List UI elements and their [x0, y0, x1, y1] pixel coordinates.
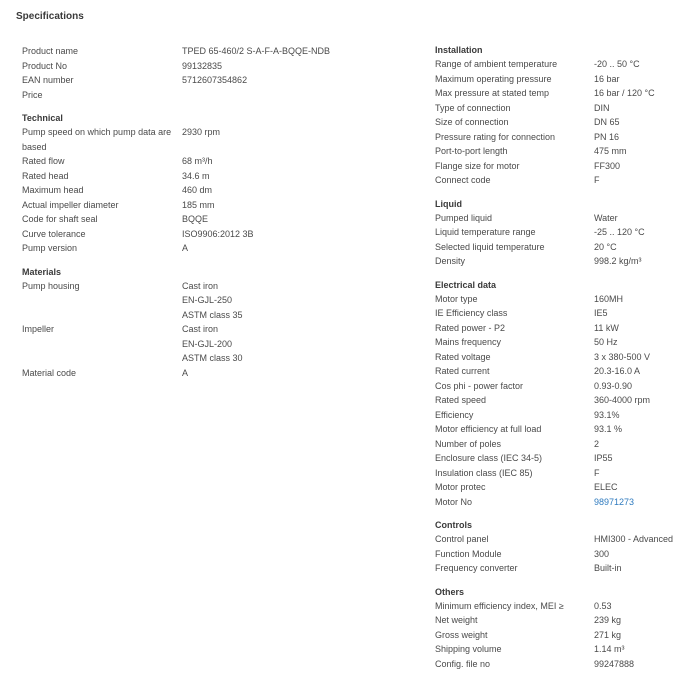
- spec-value: 5712607354862: [182, 75, 248, 85]
- spec-value-group: [182, 183, 412, 198]
- spec-row: [435, 437, 695, 452]
- spec-row: [22, 227, 412, 242]
- spec-label: Rated current: [435, 366, 490, 376]
- spec-value-group: [594, 350, 695, 365]
- spec-value-group: [594, 466, 695, 481]
- spec-value-group: [182, 322, 412, 366]
- spec-value: 160MH: [594, 293, 624, 304]
- spec-label: Motor type: [435, 293, 478, 304]
- spec-value-group: [594, 495, 695, 510]
- spec-value: 239 kg: [594, 615, 622, 625]
- spec-row: [435, 254, 695, 269]
- spec-value-group: [594, 159, 695, 174]
- spec-row: [22, 169, 412, 184]
- spec-label: Selected liquid temperature: [435, 241, 545, 252]
- spec-row: [22, 212, 412, 227]
- spec-row: [435, 547, 695, 562]
- spec-value: 271 kg: [594, 629, 622, 640]
- spec-label: Range of ambient temperature: [435, 59, 558, 69]
- spec-value: F: [594, 175, 600, 185]
- spec-value-group: [182, 366, 412, 381]
- spec-value: 185 mm: [182, 199, 215, 210]
- spec-value-group: [594, 379, 695, 394]
- spec-value-group: [594, 437, 695, 452]
- spec-value-group: [594, 393, 695, 408]
- spec-row: [435, 292, 695, 307]
- section-general: [22, 44, 412, 102]
- spec-value-group: [594, 532, 695, 547]
- spec-row: [435, 101, 695, 116]
- spec-row: [435, 532, 695, 547]
- spec-row: [435, 225, 695, 240]
- spec-value: 16 bar / 120 °C: [594, 88, 655, 98]
- spec-value: 11 kW: [594, 322, 619, 333]
- spec-value-group: [182, 212, 412, 227]
- spec-label: Pressure rating for connection: [435, 131, 556, 142]
- spec-row: [435, 480, 695, 495]
- spec-value-group: [594, 101, 695, 116]
- spec-label: Frequency converter: [435, 563, 518, 573]
- spec-label: Density: [435, 256, 466, 266]
- spec-row: [435, 561, 695, 576]
- spec-value: 300: [594, 548, 610, 559]
- spec-label: Insulation class (IEC 85): [435, 467, 533, 478]
- spec-label: Curve tolerance: [22, 228, 86, 239]
- spec-value-group: [594, 173, 695, 188]
- spec-label: Control panel: [435, 534, 489, 544]
- spec-label: Pump speed on which pump data are based: [22, 127, 172, 152]
- section-installation: [435, 43, 695, 188]
- spec-value: EN-GJL-250: [182, 295, 233, 305]
- spec-row: [435, 451, 695, 466]
- section-others: [435, 585, 695, 672]
- section-title: Liquid: [435, 198, 462, 209]
- section-materials: [22, 265, 412, 381]
- spec-label: Net weight: [435, 615, 478, 625]
- spec-label: Product No: [22, 60, 68, 71]
- section-title: Technical: [22, 113, 63, 123]
- spec-label: EAN number: [22, 75, 74, 85]
- spec-value-group: [182, 241, 412, 256]
- spec-value-group: [182, 125, 412, 154]
- spec-value: ASTM class 35: [182, 309, 243, 320]
- spec-value: HMI300 - Advanced: [594, 534, 674, 544]
- spec-label: Connect code: [435, 175, 491, 185]
- spec-row: [22, 198, 412, 213]
- section-title: Electrical data: [435, 279, 497, 290]
- spec-value: 20.3-16.0 A: [594, 366, 641, 376]
- spec-value-group: [594, 306, 695, 321]
- spec-value: IP55: [594, 453, 613, 463]
- spec-label: Maximum head: [22, 185, 84, 195]
- spec-value-group: [182, 59, 412, 74]
- spec-row: [435, 240, 695, 255]
- spec-label: IE Efficiency class: [435, 308, 508, 318]
- spec-label: Motor No: [435, 496, 473, 507]
- spec-value-group: [594, 86, 695, 101]
- spec-label: Config. file no: [435, 658, 491, 669]
- spec-label: Minimum efficiency index, MEI ≥: [435, 600, 564, 611]
- spec-value: 2: [594, 438, 600, 449]
- spec-value-group: [594, 599, 695, 614]
- spec-value: -20 .. 50 °C: [594, 59, 640, 69]
- spec-label: Cos phi - power factor: [435, 380, 524, 391]
- spec-value: 0.53: [594, 600, 612, 611]
- spec-row: [435, 144, 695, 159]
- spec-value-group: [594, 254, 695, 269]
- spec-label: Gross weight: [435, 629, 488, 640]
- spec-value-group: [182, 73, 412, 88]
- spec-value-group: [182, 44, 412, 59]
- spec-value: A: [182, 243, 189, 253]
- spec-label: Maximum operating pressure: [435, 73, 552, 84]
- spec-label: Price: [22, 89, 43, 100]
- spec-row: [435, 115, 695, 130]
- spec-label: Number of poles: [435, 438, 502, 449]
- spec-label: Rated power - P2: [435, 322, 506, 333]
- spec-value-group: [594, 364, 695, 379]
- spec-value-group: [594, 561, 695, 576]
- spec-row: [22, 73, 412, 88]
- spec-value-group: [182, 154, 412, 169]
- spec-value-group: [594, 613, 695, 628]
- spec-label: Port-to-port length: [435, 146, 508, 156]
- spec-value-group: [182, 198, 412, 213]
- section-controls: [435, 518, 695, 576]
- spec-value-group: [594, 57, 695, 72]
- spec-value-group: [594, 144, 695, 159]
- spec-label: Pumped liquid: [435, 212, 493, 223]
- spec-value: DIN: [594, 102, 610, 113]
- spec-value: 93.1 %: [594, 424, 623, 434]
- spec-label: Actual impeller diameter: [22, 199, 119, 210]
- spec-row: [435, 159, 695, 174]
- spec-row: [435, 86, 695, 101]
- spec-value-group: [594, 211, 695, 226]
- spec-value: TPED 65-460/2 S-A-F-A-BQQE-NDB: [182, 46, 331, 56]
- spec-row: [22, 59, 412, 74]
- spec-row: [22, 44, 412, 59]
- spec-row: [435, 466, 695, 481]
- page-title: Specifications: [16, 11, 84, 22]
- spec-row: [435, 422, 695, 437]
- spec-value: Cast iron: [182, 324, 219, 334]
- spec-row: [435, 57, 695, 72]
- spec-label: Pump version: [22, 243, 78, 253]
- spec-value-group: [594, 72, 695, 87]
- spec-value-group: [594, 480, 695, 495]
- spec-value: IE5: [594, 308, 608, 318]
- spec-value-group: [594, 335, 695, 350]
- spec-value-group: [594, 321, 695, 336]
- spec-row: [22, 366, 412, 381]
- spec-value: 360-4000 rpm: [594, 395, 651, 405]
- spec-value: 0.93-0.90: [594, 380, 633, 391]
- spec-value-group: [594, 547, 695, 562]
- spec-label: Max pressure at stated temp: [435, 88, 550, 98]
- spec-value: DN 65: [594, 117, 620, 127]
- spec-value-group: [594, 225, 695, 240]
- spec-value: ASTM class 30: [182, 353, 243, 363]
- spec-value-group: [594, 422, 695, 437]
- spec-row: [22, 279, 412, 323]
- spec-row: [435, 72, 695, 87]
- spec-row: [435, 379, 695, 394]
- spec-row: [22, 88, 412, 103]
- section-liquid: [435, 197, 695, 269]
- spec-label: Product name: [22, 46, 79, 56]
- section-electrical-data: [435, 278, 695, 510]
- spec-value: 34.6 m: [182, 170, 210, 181]
- spec-row: [435, 393, 695, 408]
- spec-value: ELEC: [594, 482, 618, 492]
- spec-label: Enclosure class (IEC 34-5): [435, 453, 543, 463]
- spec-row: [22, 322, 412, 366]
- section-title: Others: [435, 586, 465, 597]
- spec-value: ISO9906:2012 3B: [182, 228, 254, 239]
- spec-value-group: [182, 279, 412, 323]
- spec-value-group: [594, 240, 695, 255]
- spec-row: [435, 628, 695, 643]
- spec-value: 68 m³/h: [182, 156, 213, 166]
- spec-value: 460 dm: [182, 185, 213, 195]
- spec-value: Cast iron: [182, 280, 219, 291]
- spec-label: Efficiency: [435, 409, 474, 420]
- spec-value: F: [594, 467, 600, 478]
- spec-value: 1.14 m³: [594, 644, 625, 654]
- spec-row: [435, 599, 695, 614]
- spec-value: 2930 rpm: [182, 127, 221, 137]
- spec-label: Motor efficiency at full load: [435, 424, 542, 434]
- spec-label: Size of connection: [435, 117, 509, 127]
- spec-value: Built-in: [594, 563, 622, 573]
- spec-label: Rated speed: [435, 395, 487, 405]
- spec-value: A: [182, 367, 189, 378]
- spec-value: 16 bar: [594, 73, 620, 84]
- section-title: Materials: [22, 266, 62, 277]
- spec-value-group: [594, 657, 695, 672]
- spec-value-group: [594, 408, 695, 423]
- spec-label: Pump housing: [22, 280, 80, 291]
- spec-row: [435, 657, 695, 672]
- spec-value: 475 mm: [594, 146, 627, 156]
- spec-row: [435, 173, 695, 188]
- spec-value: [182, 88, 412, 103]
- spec-value-group: [182, 88, 412, 103]
- spec-value: BQQE: [182, 214, 209, 224]
- spec-row: [435, 613, 695, 628]
- spec-value: 998.2 kg/m³: [594, 256, 642, 266]
- spec-row: [435, 211, 695, 226]
- spec-label: Code for shaft seal: [22, 214, 98, 224]
- spec-value-group: [594, 115, 695, 130]
- spec-value-group: [594, 451, 695, 466]
- left-column: [22, 44, 412, 389]
- spec-value: 99247888: [594, 658, 635, 669]
- spec-value-link[interactable]: 98971273: [594, 496, 635, 507]
- spec-label: Rated voltage: [435, 351, 491, 362]
- spec-label: Type of connection: [435, 102, 511, 113]
- spec-value: 99132835: [182, 60, 223, 71]
- spec-value-group: [594, 628, 695, 643]
- spec-value-group: [594, 130, 695, 145]
- spec-value-group: [182, 227, 412, 242]
- spec-label: Material code: [22, 367, 77, 378]
- spec-value: Water: [594, 212, 618, 223]
- section-technical: [22, 111, 412, 256]
- spec-row: [435, 306, 695, 321]
- spec-value: PN 16: [594, 131, 620, 142]
- spec-row: [435, 408, 695, 423]
- spec-row: [435, 350, 695, 365]
- spec-value-group: [182, 169, 412, 184]
- section-title: Controls: [435, 520, 472, 530]
- spec-value: 93.1%: [594, 409, 620, 420]
- section-title: Installation: [435, 45, 483, 55]
- spec-label: Motor protec: [435, 482, 486, 492]
- spec-label: Shipping volume: [435, 644, 502, 654]
- spec-value: 50 Hz: [594, 337, 618, 347]
- spec-row: [435, 495, 695, 510]
- spec-value: -25 .. 120 °C: [594, 227, 645, 237]
- spec-value: EN-GJL-200: [182, 338, 233, 349]
- spec-label: Function Module: [435, 548, 502, 559]
- spec-label: Rated flow: [22, 156, 65, 166]
- spec-row: [22, 183, 412, 198]
- spec-row: [435, 321, 695, 336]
- spec-label: Flange size for motor: [435, 160, 520, 171]
- spec-row: [22, 154, 412, 169]
- spec-label: Rated head: [22, 170, 69, 181]
- spec-label: Liquid temperature range: [435, 227, 536, 237]
- spec-label: Impeller: [22, 324, 55, 334]
- right-column: [435, 43, 695, 680]
- spec-row: [22, 125, 412, 154]
- spec-value-group: [594, 642, 695, 657]
- spec-label: Mains frequency: [435, 337, 502, 347]
- spec-row: [435, 130, 695, 145]
- spec-value-group: [594, 292, 695, 307]
- spec-value: FF300: [594, 160, 621, 171]
- spec-value: 20 °C: [594, 241, 617, 252]
- spec-row: [22, 241, 412, 256]
- spec-row: [435, 642, 695, 657]
- spec-row: [435, 335, 695, 350]
- spec-row: [435, 364, 695, 379]
- spec-value: 3 x 380-500 V: [594, 351, 651, 362]
